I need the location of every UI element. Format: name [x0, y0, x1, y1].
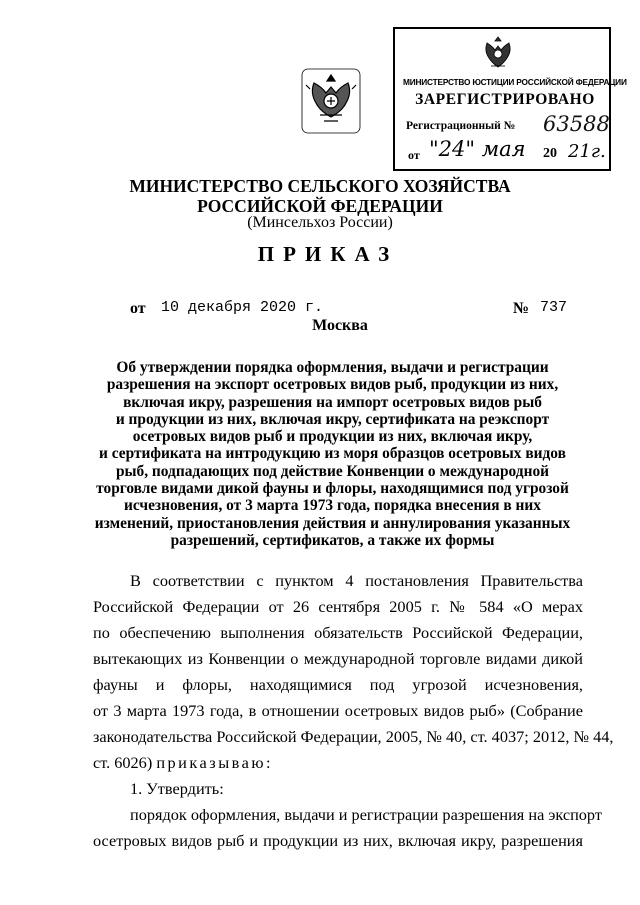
- order-verb: приказываю:: [156, 753, 274, 772]
- stamp-ministry: МИНИСТЕРСТВО ЮСТИЦИИ РОССИЙСКОЙ ФЕДЕРАЦИИ: [403, 77, 627, 87]
- title-line: Об утверждении порядка оформления, выдачи и регистрации: [116, 359, 549, 376]
- order-number: 737: [540, 299, 568, 316]
- title-line: и продукции из них, включая икру, сертификата на реэкспорт: [115, 410, 550, 428]
- body-line: законодательства Российской Федерации, 2005, № 40, ст. 4037; 2012, № 44,: [93, 727, 614, 746]
- order-title: [80, 359, 585, 549]
- stamp-year-printed: 20: [543, 146, 557, 161]
- stamp-reg-label: Регистрационный №: [406, 120, 516, 132]
- body-line: [93, 753, 273, 773]
- title-line: включая икру, разрешения на импорт осетровых видов рыб: [123, 393, 542, 411]
- body-line: порядок оформления, выдачи и регистрации разрешения на экспорт: [130, 805, 602, 824]
- registration-stamp: [393, 27, 627, 171]
- number-sign: №: [513, 300, 530, 317]
- stamp-registered: ЗАРЕГИСТРИРОВАНО: [415, 91, 595, 108]
- title-line: рыб, подпадающих под действие Конвенции о международной: [115, 462, 550, 480]
- order-date: 10 декабря 2020 г.: [161, 299, 324, 316]
- body-line: В соответствии с пунктом 4 постановления Правительства: [130, 571, 583, 590]
- title-line: разрешения на экспорт осетровых видов рыб, продукции из них,: [106, 376, 559, 394]
- body-line: фауны и флоры, находящимися под угрозой исчезновения,: [93, 675, 583, 694]
- document-type: ПРИКАЗ: [257, 242, 399, 266]
- title-line: осетровых видов рыб и продукции из них, включая икру,: [132, 428, 533, 446]
- body-line: от 3 марта 1973 года, в отношении осетровых видов рыб» (Собрание: [93, 701, 583, 720]
- ministry-short-name: (Минсельхоз России): [247, 214, 393, 231]
- stamp-date-handwritten: "24" мая: [429, 137, 526, 161]
- body-line: осетровых видов рыб и продукции из них, включая икру, разрешения: [93, 831, 583, 850]
- city: Москва: [312, 317, 368, 334]
- date-prefix: от: [130, 300, 146, 317]
- stamp-date-prefix: от: [408, 148, 420, 162]
- ministry-name-line2: РОССИЙСКОЙ ФЕДЕРАЦИИ: [197, 196, 443, 216]
- title-line: разрешений, сертификатов, а также их формы: [170, 531, 495, 549]
- title-line: и сертификата на интродукцию из моря образцов осетровых видов: [99, 445, 566, 463]
- stamp-coat-of-arms-icon: [481, 35, 515, 73]
- stamp-year-handwritten: 21г.: [568, 141, 606, 162]
- ministry-name-line1: МИНИСТЕРСТВО СЕЛЬСКОГО ХОЗЯЙСТВА: [129, 176, 511, 196]
- title-line: исчезновения, от 3 марта 1973 года, порядка внесения в них: [124, 497, 541, 515]
- coat-of-arms-icon: [300, 67, 362, 135]
- title-line: торговле видами дикой фауны и флоры, находящимися под угрозой: [96, 480, 569, 498]
- body-line: по обеспечению выполнения обязательств Российской Федерации,: [93, 623, 583, 642]
- item-heading: 1. Утвердить:: [130, 779, 224, 798]
- body-line: Российской Федерации от 26 сентября 2005 г. № 584 «О мерах: [93, 597, 583, 616]
- title-line: изменений, приостановления действия и аннулирования указанных: [94, 514, 571, 532]
- stamp-reg-number: 63588: [543, 112, 610, 136]
- body-line: вытекающих из Конвенции о международной торговле видами дикой: [93, 649, 583, 668]
- body-line-start: ст. 6026): [93, 753, 153, 772]
